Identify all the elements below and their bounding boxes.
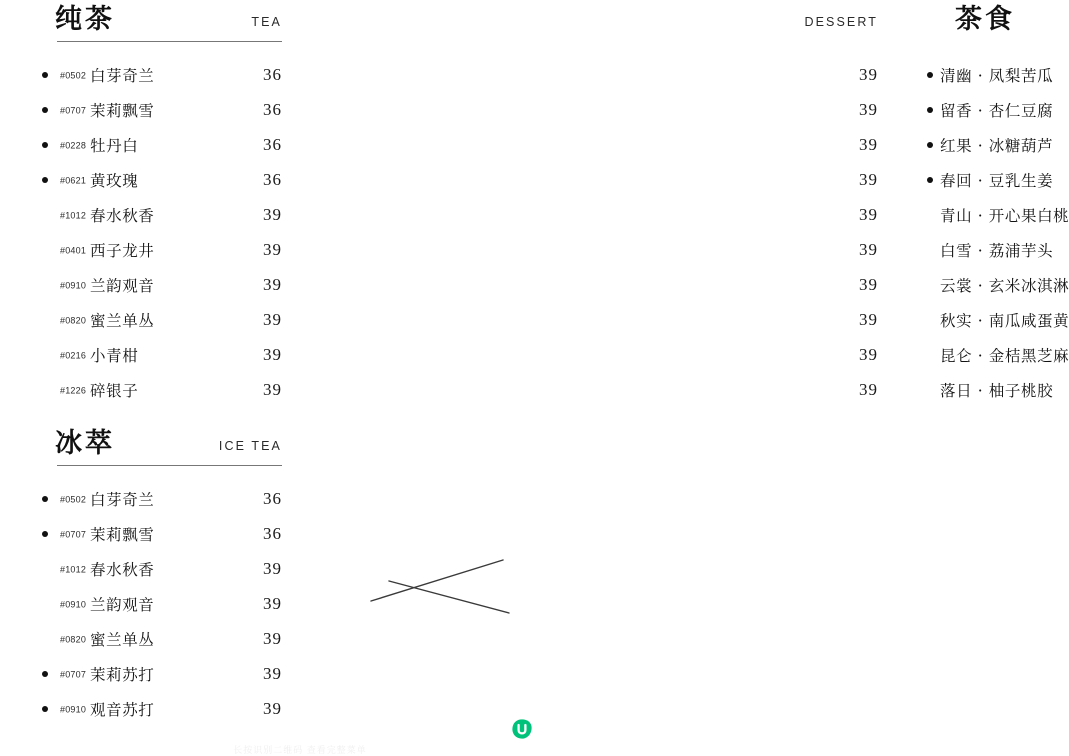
item-name: 茉莉飘雪 xyxy=(90,525,155,544)
item-price: 39 xyxy=(263,204,282,224)
item-code: #0228 xyxy=(60,139,87,150)
item-name: 春水秋香 xyxy=(90,560,155,579)
item-code: #0707 xyxy=(60,528,87,539)
menu-section-ice-tea xyxy=(0,424,300,726)
item-price: 39 xyxy=(859,274,878,294)
item-code: #1012 xyxy=(60,209,87,220)
item-price: 39 xyxy=(859,309,878,329)
menu-item-row[interactable] xyxy=(600,372,1054,407)
bottom-caption: 长按识别二维码 查看完整菜单 xyxy=(233,745,367,755)
menu-item-row[interactable] xyxy=(0,57,300,92)
menu-item-list-dessert xyxy=(600,42,1069,407)
item-price: 39 xyxy=(263,628,282,648)
item-name: 昆仑 · 金桔黑芝麻 xyxy=(940,346,1069,365)
item-name: 春回 · 豆乳生姜 xyxy=(940,171,1054,190)
item-code: #0401 xyxy=(60,244,87,255)
menu-item-row[interactable] xyxy=(600,302,1069,337)
section-header-pure-tea xyxy=(0,0,300,42)
section-title-cn-pure-tea: 纯茶 xyxy=(55,4,115,35)
bullet-dot-icon xyxy=(927,72,933,78)
menu-item-list-pure-tea xyxy=(0,42,300,407)
menu-item-row[interactable] xyxy=(0,516,300,551)
right-column xyxy=(300,0,1069,750)
menu-section-dessert xyxy=(600,0,1069,407)
bullet-dot-icon xyxy=(42,142,48,148)
item-name: 白雪 · 荔浦芋头 xyxy=(940,241,1054,260)
item-price: 36 xyxy=(263,523,282,543)
menu-item-row[interactable] xyxy=(0,162,300,197)
u-logo-icon xyxy=(511,718,533,740)
bullet-dot-icon xyxy=(42,72,48,78)
item-price: 39 xyxy=(263,309,282,329)
menu-item-row[interactable] xyxy=(0,92,300,127)
item-price: 39 xyxy=(859,379,878,399)
bullet-dot-icon xyxy=(927,107,933,113)
item-price: 36 xyxy=(263,64,282,84)
bullet-dot-icon xyxy=(42,671,48,677)
item-price: 39 xyxy=(263,558,282,578)
item-price: 39 xyxy=(263,274,282,294)
item-price: 39 xyxy=(263,344,282,364)
menu-item-row[interactable] xyxy=(0,302,300,337)
menu-item-row[interactable] xyxy=(600,232,1054,267)
item-name: 白芽奇兰 xyxy=(90,490,155,509)
item-name: 碎银子 xyxy=(90,381,139,400)
menu-item-list-ice-tea xyxy=(0,466,300,726)
menu-item-row[interactable] xyxy=(600,337,1069,372)
menu-item-row[interactable] xyxy=(600,197,1069,232)
item-price: 39 xyxy=(263,379,282,399)
item-code: #0216 xyxy=(60,349,87,360)
item-code: #0502 xyxy=(60,69,87,80)
bullet-dot-icon xyxy=(42,107,48,113)
item-name: 秋实 · 南瓜咸蛋黄 xyxy=(940,311,1069,330)
item-code: #0910 xyxy=(60,598,87,609)
item-name: 清幽 · 凤梨苦瓜 xyxy=(940,66,1054,85)
item-price: 39 xyxy=(859,344,878,364)
item-price: 39 xyxy=(859,204,878,224)
item-code: #0820 xyxy=(60,633,87,644)
item-name: 白芽奇兰 xyxy=(90,66,155,85)
item-code: #0621 xyxy=(60,174,87,185)
item-name: 牡丹白 xyxy=(90,136,139,155)
menu-item-row[interactable] xyxy=(0,232,300,267)
bullet-dot-icon xyxy=(42,706,48,712)
item-code: #1226 xyxy=(60,384,87,395)
item-name: 小青柑 xyxy=(90,346,139,365)
menu-item-row[interactable] xyxy=(0,691,300,726)
left-column xyxy=(0,0,300,750)
menu-item-row[interactable] xyxy=(0,551,300,586)
section-header-ice-tea xyxy=(0,424,300,466)
menu-item-row[interactable] xyxy=(0,621,300,656)
bullet-dot-icon xyxy=(42,496,48,502)
item-name: 观音苏打 xyxy=(90,700,155,719)
item-name: 青山 · 开心果白桃 xyxy=(940,206,1069,225)
item-price: 39 xyxy=(859,169,878,189)
item-name: 蜜兰单丛 xyxy=(90,630,155,649)
item-name: 西子龙井 xyxy=(90,241,155,260)
item-price: 39 xyxy=(263,698,282,718)
menu-item-row[interactable] xyxy=(0,197,300,232)
item-name: 蜜兰单丛 xyxy=(90,311,155,330)
item-code: #0707 xyxy=(60,668,87,679)
menu-item-row[interactable] xyxy=(0,586,300,621)
item-code: #0910 xyxy=(60,279,87,290)
menu-item-row[interactable] xyxy=(600,127,1054,162)
u-logo[interactable] xyxy=(511,718,533,740)
section-title-cn-dessert: 茶食 xyxy=(955,4,1015,35)
item-price: 36 xyxy=(263,169,282,189)
item-name: 黄玫瑰 xyxy=(90,171,139,190)
bullet-dot-icon xyxy=(927,177,933,183)
menu-item-row[interactable] xyxy=(0,127,300,162)
menu-item-row[interactable] xyxy=(600,267,1069,302)
item-price: 36 xyxy=(263,134,282,154)
item-name: 茉莉苏打 xyxy=(90,665,155,684)
menu-item-row[interactable] xyxy=(0,337,300,372)
menu-item-row[interactable] xyxy=(0,481,300,516)
item-price: 39 xyxy=(263,239,282,259)
section-title-en-ice-tea: ICE TEA xyxy=(218,439,282,453)
item-name: 茉莉飘雪 xyxy=(90,101,155,120)
item-code: #0820 xyxy=(60,314,87,325)
item-code: #1012 xyxy=(60,563,87,574)
item-name: 红果 · 冰糖葫芦 xyxy=(940,136,1054,155)
menu-item-row[interactable] xyxy=(0,656,300,691)
item-price: 39 xyxy=(263,663,282,683)
menu-item-row[interactable] xyxy=(0,267,300,302)
item-price: 39 xyxy=(859,134,878,154)
item-price: 36 xyxy=(263,99,282,119)
item-name: 兰韵观音 xyxy=(90,276,155,295)
item-code: #0707 xyxy=(60,104,87,115)
bullet-dot-icon xyxy=(927,142,933,148)
item-price: 39 xyxy=(859,64,878,84)
item-name: 留香 · 杏仁豆腐 xyxy=(940,101,1054,120)
menu-section-pure-tea xyxy=(0,0,300,407)
bullet-dot-icon xyxy=(42,531,48,537)
bullet-dot-icon xyxy=(42,177,48,183)
menu-item-row[interactable] xyxy=(600,57,1054,92)
section-header-dessert xyxy=(600,0,1015,42)
item-price: 36 xyxy=(263,488,282,508)
item-name: 云裳 · 玄米冰淇淋 xyxy=(940,276,1069,295)
menu-item-row[interactable] xyxy=(600,92,1054,127)
section-title-en-dessert: DESSERT xyxy=(804,15,878,29)
item-code: #0910 xyxy=(60,703,87,714)
item-code: #0502 xyxy=(60,493,87,504)
item-name: 兰韵观音 xyxy=(90,595,155,614)
menu-item-row[interactable] xyxy=(0,372,300,407)
item-price: 39 xyxy=(859,99,878,119)
item-price: 39 xyxy=(859,239,878,259)
item-name: 春水秋香 xyxy=(90,206,155,225)
item-price: 39 xyxy=(263,593,282,613)
menu-item-row[interactable] xyxy=(600,162,1054,197)
item-name: 落日 · 柚子桃胶 xyxy=(940,381,1054,400)
section-title-en-pure-tea: TEA xyxy=(251,15,282,29)
section-title-cn-ice-tea: 冰萃 xyxy=(55,428,115,459)
